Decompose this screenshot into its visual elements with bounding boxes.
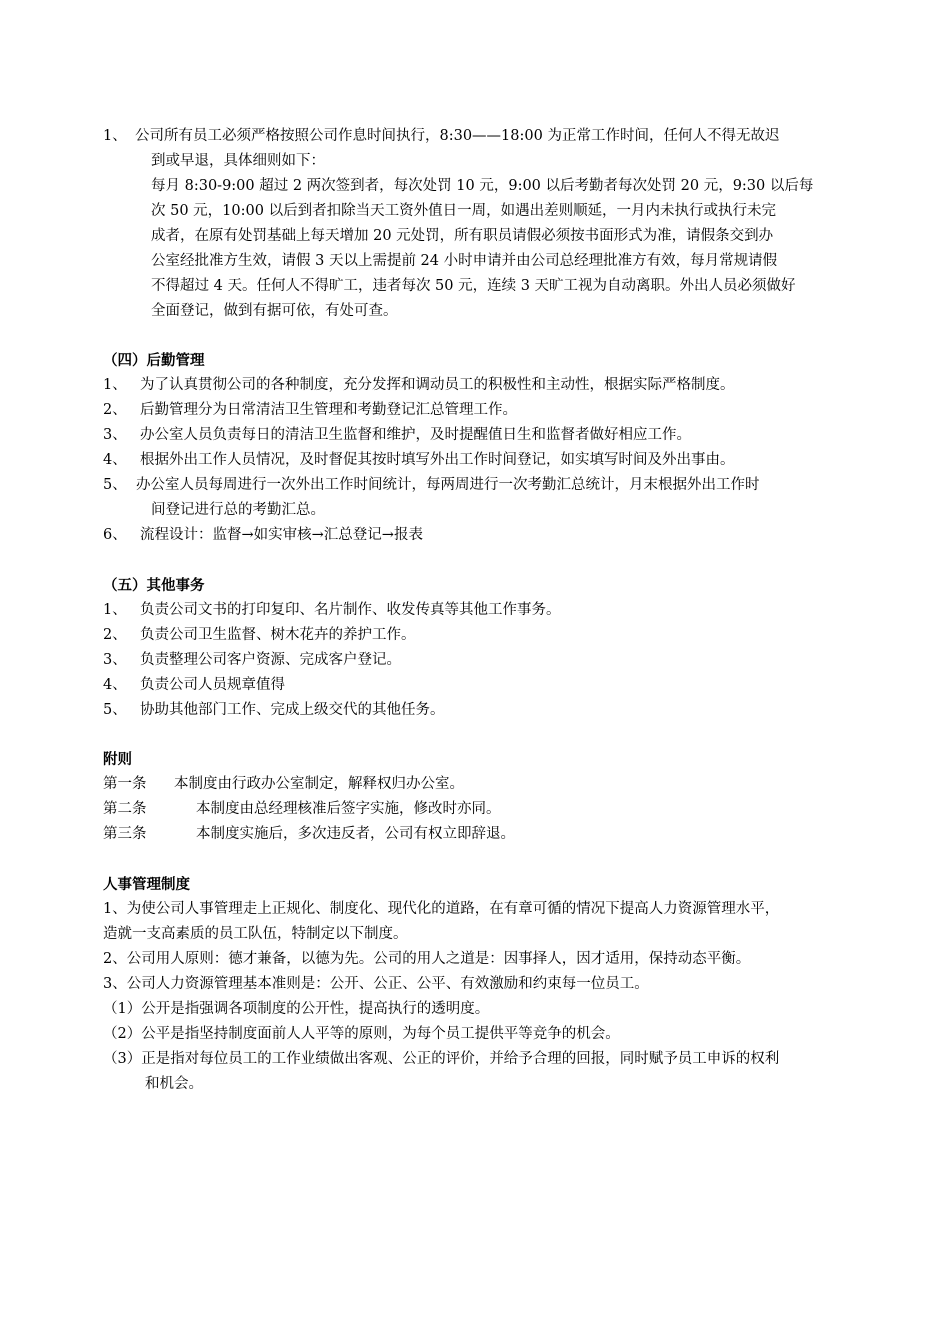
list-item-text: 负责整理公司客户资源、完成客户登记。	[140, 652, 401, 668]
intro-line: 全面登记，做到有据可依，有处可查。	[151, 303, 398, 319]
list-item-text: 负责公司文书的打印复印、名片制作、收发传真等其他工作事务。	[140, 602, 561, 618]
list-item-number: 6、	[103, 527, 127, 543]
hr-line: （3）正是指对每位员工的工作业绩做出客观、公正的评价，并给予合理的回报，同时赋予员工申诉的权利	[103, 1051, 780, 1067]
article-text: 本制度由行政办公室制定，解释权归办公室。	[174, 776, 464, 792]
article-number: 第二条	[103, 801, 147, 817]
list-item-number: 1、	[103, 602, 127, 618]
list-item-number: 2、	[103, 627, 127, 643]
list-item-text: 负责公司人员规章值得	[140, 677, 285, 693]
list-item-number: 3、	[103, 427, 127, 443]
list-item-number: 4、	[103, 452, 127, 468]
intro-line: 公司所有员工必须严格按照公司作息时间执行，8:30——18:00 为正常工作时间，任何人不得无故迟	[135, 128, 780, 144]
list-item-text: 办公室人员负责每日的清洁卫生监督和维护，及时提醒值日生和监督者做好相应工作。	[140, 427, 691, 443]
hr-line: 3、公司人力资源管理基本准则是：公开、公正、公平、有效激励和约束每一位员工。	[103, 976, 649, 992]
hr-line: （1）公开是指强调各项制度的公开性，提高执行的透明度。	[103, 1001, 490, 1017]
list-item-text: 根据外出工作人员情况，及时督促其按时填写外出工作时间登记，如实填写时间及外出事由。	[140, 452, 735, 468]
intro-line: 公室经批准方生效，请假 3 天以上需提前 24 小时申请并由公司总经理批准方有效，每月常规请假	[151, 253, 778, 269]
section-heading-appendix: 附则	[103, 751, 132, 768]
list-item-number: 5、	[103, 477, 127, 493]
intro-line: 到或早退，具体细则如下：	[151, 153, 325, 169]
list-item-number: 4、	[103, 677, 127, 693]
intro-line: 不得超过 4 天。任何人不得旷工，违者每次 50 元，连续 3 天旷工视为自动离职。外出人员必须做好	[151, 278, 796, 294]
list-item-number: 5、	[103, 702, 127, 718]
list-item-continuation: 间登记进行总的考勤汇总。	[151, 502, 325, 518]
list-item-text: 流程设计：监督→如实审核→汇总登记→报表	[140, 527, 423, 543]
list-item-text: 办公室人员每周进行一次外出工作时间统计，每两周进行一次考勤汇总统计，月末根据外出工作时	[136, 477, 760, 493]
hr-line: 造就一支高素质的员工队伍，特制定以下制度。	[103, 926, 408, 942]
intro-item-number: 1、	[103, 128, 127, 144]
list-item-text: 为了认真贯彻公司的各种制度，充分发挥和调动员工的积极性和主动性，根据实际严格制度。	[140, 377, 735, 393]
section-heading-logistics: （四）后勤管理	[103, 352, 205, 369]
hr-line: 2、公司用人原则：德才兼备，以德为先。公司的用人之道是：因事择人，因才适用，保持动态平衡。	[103, 951, 751, 967]
intro-line: 次 50 元，10:00 以后到者扣除当天工资外值日一周，如遇出差则顺延，一月内未执行或执行未完	[151, 203, 777, 219]
list-item-number: 1、	[103, 377, 127, 393]
section-heading-hr: 人事管理制度	[103, 876, 190, 893]
list-item-text: 负责公司卫生监督、树木花卉的养护工作。	[140, 627, 416, 643]
article-number: 第一条	[103, 776, 147, 792]
hr-line: 和机会。	[145, 1076, 203, 1092]
section-heading-other-affairs: （五）其他事务	[103, 577, 205, 594]
hr-line: （2）公平是指坚持制度面前人人平等的原则，为每个员工提供平等竞争的机会。	[103, 1026, 620, 1042]
list-item-number: 2、	[103, 402, 127, 418]
list-item-text: 协助其他部门工作、完成上级交代的其他任务。	[140, 702, 445, 718]
article-number: 第三条	[103, 826, 147, 842]
article-text: 本制度由总经理核准后签字实施，修改时亦同。	[196, 801, 501, 817]
list-item-number: 3、	[103, 652, 127, 668]
intro-line: 成者，在原有处罚基础上每天增加 20 元处罚，所有职员请假必须按书面形式为准，请假条交到办	[151, 228, 774, 244]
intro-line: 每月 8:30-9:00 超过 2 两次签到者，每次处罚 10 元，9:00 以后考勤者每次处罚 20 元，9:30 以后每	[151, 178, 814, 194]
list-item-text: 后勤管理分为日常清洁卫生管理和考勤登记汇总管理工作。	[140, 402, 517, 418]
article-text: 本制度实施后，多次违反者，公司有权立即辞退。	[196, 826, 515, 842]
hr-line: 1、为使公司人事管理走上正规化、制度化、现代化的道路，在有章可循的情况下提高人力资源管理水平，	[103, 901, 780, 917]
